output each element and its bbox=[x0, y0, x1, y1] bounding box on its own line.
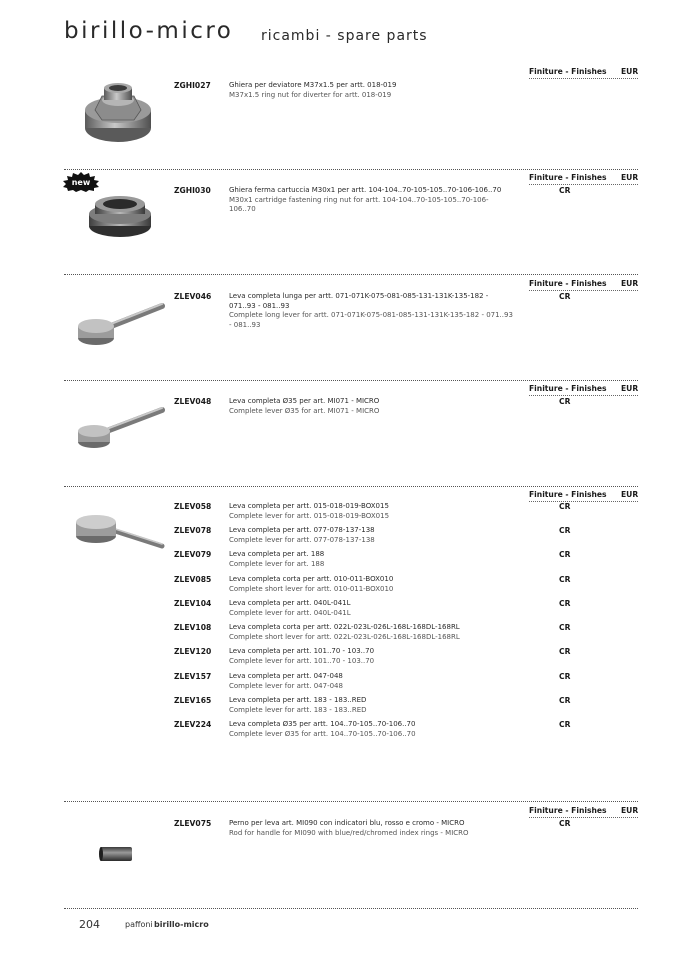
item-code: ZLEV104 bbox=[174, 599, 212, 608]
finish-code: CR bbox=[559, 672, 571, 681]
eur-column-header: EUR bbox=[621, 173, 639, 182]
eur-column-header: EUR bbox=[621, 490, 639, 499]
item-description bbox=[229, 672, 514, 691]
description-italian: Leva completa Ø35 per artt. 104..70-105..70-106..70 bbox=[229, 720, 416, 728]
item-code: ZLEV108 bbox=[174, 623, 212, 632]
item-description bbox=[229, 502, 514, 521]
description-english: M37x1.5 ring nut for diverter for artt. 018-019 bbox=[229, 90, 392, 99]
new-badge-label: new bbox=[71, 178, 91, 187]
description-italian: Leva completa per artt. 183 - 183..RED bbox=[229, 696, 367, 704]
finish-code: CR bbox=[559, 292, 571, 301]
description-italian: Ghiera ferma cartuccia M30x1 per artt. 104-104..70-105-105..70-106-106..70 bbox=[229, 186, 502, 194]
description-italian: Leva completa Ø35 per art. MI071 - MICRO bbox=[229, 397, 380, 405]
description-italian: Perno per leva art. MI090 con indicatori blu, rosso e cromo - MICRO bbox=[229, 819, 465, 827]
section-divider bbox=[64, 908, 638, 909]
finish-code: CR bbox=[559, 550, 571, 559]
finish-code: CR bbox=[559, 599, 571, 608]
item-code: ZLEV224 bbox=[174, 720, 212, 729]
eur-column-header: EUR bbox=[621, 67, 639, 76]
description-italian: Leva completa corta per artt. 010-011-BOX010 bbox=[229, 575, 394, 583]
item-description bbox=[229, 599, 514, 618]
finishes-column-header: Finiture - Finishes bbox=[529, 806, 607, 815]
section-divider bbox=[64, 169, 638, 170]
section-divider bbox=[64, 274, 638, 275]
page-number: 204 bbox=[79, 918, 100, 931]
description-italian: Ghiera per deviatore M37x1.5 per artt. 018-019 bbox=[229, 81, 397, 89]
eur-column-header: EUR bbox=[621, 384, 639, 393]
item-description bbox=[229, 526, 514, 545]
rod-image bbox=[97, 844, 135, 864]
item-description bbox=[229, 647, 514, 666]
footer-brand: paffoni bbox=[125, 920, 153, 929]
item-code: ZLEV165 bbox=[174, 696, 212, 705]
description-italian: Leva completa per artt. 077-078-137-138 bbox=[229, 526, 375, 534]
item-code: ZLEV078 bbox=[174, 526, 212, 535]
description-italian: Leva completa per artt. 101..70 - 103..70 bbox=[229, 647, 375, 655]
finish-code: CR bbox=[559, 397, 571, 406]
long-lever-image bbox=[76, 300, 166, 350]
finish-code: CR bbox=[559, 623, 571, 632]
section-divider bbox=[64, 486, 638, 487]
item-description bbox=[229, 575, 514, 594]
description-english: Complete lever Ø35 for art. MI071 - MICRO bbox=[229, 406, 380, 415]
description-english: Complete lever for artt. 040L-041L bbox=[229, 608, 351, 617]
item-code: ZLEV120 bbox=[174, 647, 212, 656]
item-code: ZLEV058 bbox=[174, 502, 212, 511]
description-italian: Leva completa per art. 188 bbox=[229, 550, 325, 558]
section-divider bbox=[64, 801, 638, 802]
finish-code: CR bbox=[559, 186, 571, 195]
description-english: Complete lever Ø35 for artt. 104..70-105..70-106..70 bbox=[229, 729, 416, 738]
description-english: M30x1 cartridge fastening ring nut for artt. 104-104..70-105-105..70-106-106..70 bbox=[229, 195, 489, 214]
finishes-column-header: Finiture - Finishes bbox=[529, 384, 607, 393]
description-english: Complete short lever for artt. 022L-023L-026L-168L-168DL-168RL bbox=[229, 632, 460, 641]
finish-code: CR bbox=[559, 647, 571, 656]
column-header-underline bbox=[529, 817, 638, 818]
description-italian: Leva completa per artt. 015-018-019-BOX015 bbox=[229, 502, 389, 510]
eur-column-header: EUR bbox=[621, 279, 639, 288]
item-code: ZGHI030 bbox=[174, 186, 211, 195]
finish-code: CR bbox=[559, 819, 571, 828]
item-code: ZLEV079 bbox=[174, 550, 212, 559]
item-code: ZLEV048 bbox=[174, 397, 212, 406]
item-description bbox=[229, 623, 514, 642]
description-english: Complete short lever for artt. 010-011-BOX010 bbox=[229, 584, 394, 593]
item-description bbox=[229, 819, 514, 838]
item-description bbox=[229, 696, 514, 715]
finishes-column-header: Finiture - Finishes bbox=[529, 173, 607, 182]
description-english: Complete lever for artt. 047-048 bbox=[229, 681, 343, 690]
finishes-column-header: Finiture - Finishes bbox=[529, 490, 607, 499]
item-code: ZGHI027 bbox=[174, 81, 211, 90]
column-header-underline bbox=[529, 501, 638, 502]
section-divider bbox=[64, 380, 638, 381]
footer-product: birillo-micro bbox=[154, 920, 209, 929]
finishes-column-header: Finiture - Finishes bbox=[529, 67, 607, 76]
item-description bbox=[229, 292, 514, 330]
item-code: ZLEV046 bbox=[174, 292, 212, 301]
page-subtitle: ricambi - spare parts bbox=[261, 28, 428, 44]
finish-code: CR bbox=[559, 720, 571, 729]
description-english: Complete lever for artt. 101..70 - 103..70 bbox=[229, 656, 375, 665]
brand-title: birillo-micro bbox=[64, 18, 234, 44]
description-english: Complete lever for artt. 183 - 183..RED bbox=[229, 705, 367, 714]
item-description bbox=[229, 81, 514, 100]
column-header-underline bbox=[529, 290, 638, 291]
eur-column-header: EUR bbox=[621, 806, 639, 815]
finish-code: CR bbox=[559, 575, 571, 584]
description-italian: Leva completa corta per artt. 022L-023L-026L-168L-168DL-168RL bbox=[229, 623, 460, 631]
finish-code: CR bbox=[559, 502, 571, 511]
column-header-underline bbox=[529, 184, 638, 185]
item-code: ZLEV085 bbox=[174, 575, 212, 584]
finish-code: CR bbox=[559, 526, 571, 535]
description-italian: Leva completa per artt. 047-048 bbox=[229, 672, 343, 680]
item-description bbox=[229, 186, 514, 215]
description-english: Complete long lever for artt. 071-071K-075-081-085-131-131K-135-182 - 071..93 - 081..93 bbox=[229, 311, 513, 329]
item-description bbox=[229, 550, 514, 569]
item-description bbox=[229, 720, 514, 739]
finish-code: CR bbox=[559, 696, 571, 705]
description-italian: Leva completa lunga per artt. 071-071K-075-081-085-131-131K-135-182 - 071..93 - 081..93 bbox=[229, 292, 489, 310]
description-italian: Leva completa per artt. 040L-041L bbox=[229, 599, 351, 607]
cartridge-ring-nut-image bbox=[86, 188, 154, 240]
description-english: Complete lever for art. 188 bbox=[229, 559, 325, 568]
ring-nut-image bbox=[80, 80, 156, 146]
column-header-underline bbox=[529, 78, 638, 79]
complete-lever-image bbox=[74, 512, 166, 552]
column-header-underline bbox=[529, 395, 638, 396]
finishes-column-header: Finiture - Finishes bbox=[529, 279, 607, 288]
description-english: Complete lever for artt. 015-018-019-BOX015 bbox=[229, 511, 390, 520]
item-code: ZLEV075 bbox=[174, 819, 212, 828]
description-english: Complete lever for artt. 077-078-137-138 bbox=[229, 535, 375, 544]
item-description bbox=[229, 397, 514, 416]
item-code: ZLEV157 bbox=[174, 672, 212, 681]
description-english: Rod for handle for MI090 with blue/red/chromed index rings - MICRO bbox=[229, 828, 469, 837]
lever-35-image bbox=[76, 404, 166, 452]
